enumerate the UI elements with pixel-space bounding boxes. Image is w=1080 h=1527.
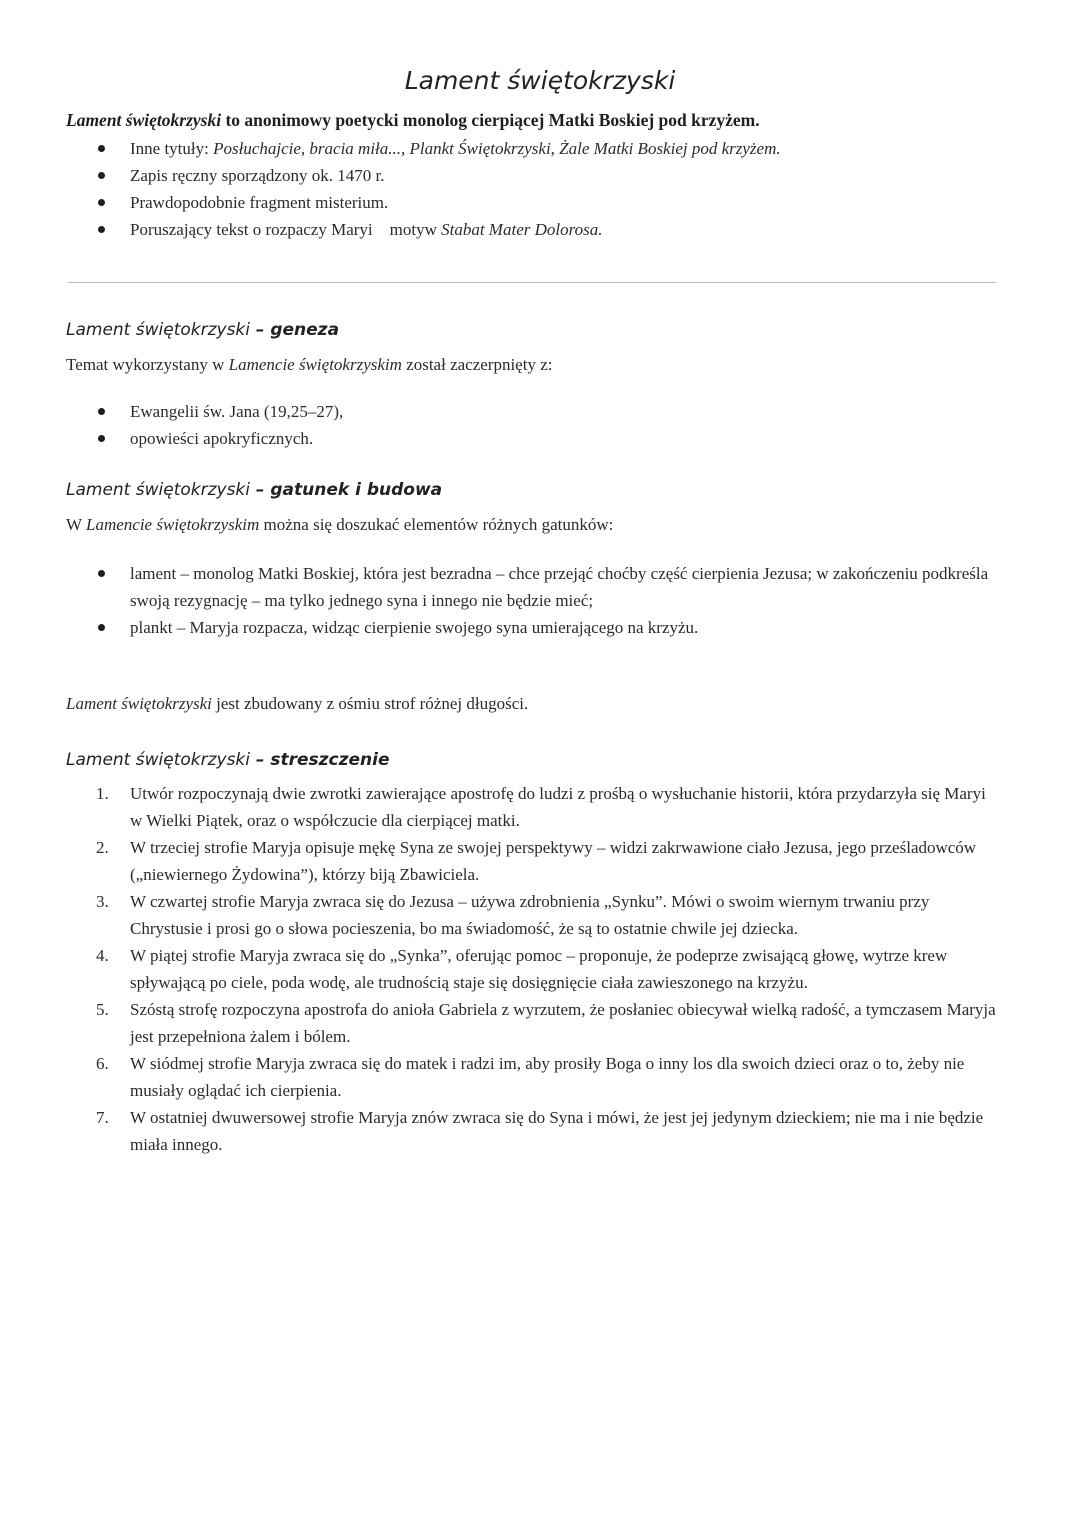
list-item: opowieści apokryficznych. [0,425,1000,452]
list-item: 7. W ostatniej dwuwersowej strofie Maryja znów zwraca się do Syna i mówi, że jest jej jedynym dzieckiem; nie ma i nie będzie miała innego. [96,1108,984,1154]
list-item: 2. W trzeciej strofie Maryja opisuje mękę Syna ze swojej perspektywy – widzi zakrwawione ciało Jezusa, jego prześladowców („niewiernego Żydowina”), którzy biją Zbawiciela. [96,838,977,884]
list-item: Inne tytuły: Posłuchajcie, bracia miła..., Plankt Świętokrzyski, Żale Matki Boskiej pod krzyżem. [0,135,1000,162]
list-item: 6. W siódmej strofie Maryja zwraca się do matek i radzi im, aby prosiły Boga o inny los dla swoich dzieci oraz o to, żeby nie musiały oglądać ich cierpienia. [96,1054,965,1100]
section-heading-gatunek: Lament świętokrzyski – gatunek i budowa [66,480,443,500]
bullet-icon [98,435,105,442]
bullet-icon [98,570,105,577]
list-item: Poruszający tekst o rozpaczy Maryi motyw Stabat Mater Dolorosa. [0,216,1000,243]
section-heading-geneza: Lament świętokrzyski – geneza [66,320,340,340]
intro-bullet-list [0,135,1000,243]
streszczenie-numbered-list [0,780,1000,1158]
gatunek-closing: Lament świętokrzyski jest zbudowany z ośmiu strof różnej długości. [66,694,529,713]
bullet-icon [98,226,105,233]
list-item: Zapis ręczny sporządzony ok. 1470 r. [0,162,1000,189]
bullet-icon [98,199,105,206]
lead-italic: Lament świętokrzyski [66,110,222,130]
list-item: 1. Utwór rozpoczynają dwie zwrotki zawierające apostrofę do ludzi z prośbą o wysłuchanie historii, która przydarzyła się Maryi w Wielki Piątek, oraz o współczucie dla cierpiącej matki. [96,784,986,830]
list-item: lament – monolog Matki Boskiej, która jest bezradna – chce przejąć choćby część cierpienia Jezusa; w zakończeniu podkreśla swoją rezygnację – ma tylko jednego syna i innego nie będzie mieć; [0,560,1000,614]
horizontal-divider [68,282,996,283]
list-item: 3. W czwartej strofie Maryja zwraca się do Jezusa – używa zdrobnienia „Synku”. Mówi o swoim wiernym trwaniu przy Chrystusie i prosi go o słowa pocieszenia, bo ma świadomość, że są to ostatnie chwile jej dziecka. [96,892,930,938]
geneza-intro: Temat wykorzystany w Lamencie świętokrzyskim został zaczerpnięty z: [66,355,553,374]
list-item: Prawdopodobnie fragment misterium. [0,189,1000,216]
section-heading-streszczenie: Lament świętokrzyski – streszczenie [66,750,390,770]
bullet-icon [98,624,105,631]
page-title: Lament świętokrzyski [404,66,676,95]
gatunek-intro: W Lamencie świętokrzyskim można się doszukać elementów różnych gatunków: [66,515,614,534]
geneza-bullet-list [0,398,1000,452]
list-item: Ewangelii św. Jana (19,25–27), [0,398,1000,425]
bullet-icon [98,172,105,179]
list-item: 5. Szóstą strofę rozpoczyna apostrofa do anioła Gabriela z wyrzutem, że posłaniec obiecywał wielką radość, a tymczasem Maryja jest przepełniona żalem i bólem. [96,1000,996,1046]
lead-rest: to anonimowy poetycki monolog cierpiącej Matki Boskiej pod krzyżem. [221,110,760,130]
gatunek-bullet-list [0,560,1000,641]
bullet-icon [98,145,105,152]
bullet-icon [98,408,105,415]
list-item: plankt – Maryja rozpacza, widząc cierpienie swojego syna umierającego na krzyżu. [0,614,1000,641]
list-item: 4. W piątej strofie Maryja zwraca się do „Synka”, oferując pomoc – proponuje, że podeprze zwisającą głowę, wytrze krew spływającą po ciele, poda wodę, ale trudnością staje się dosięgnięcie ciała zawieszonego na krzyżu. [96,946,948,992]
lead-sentence [66,110,1026,131]
